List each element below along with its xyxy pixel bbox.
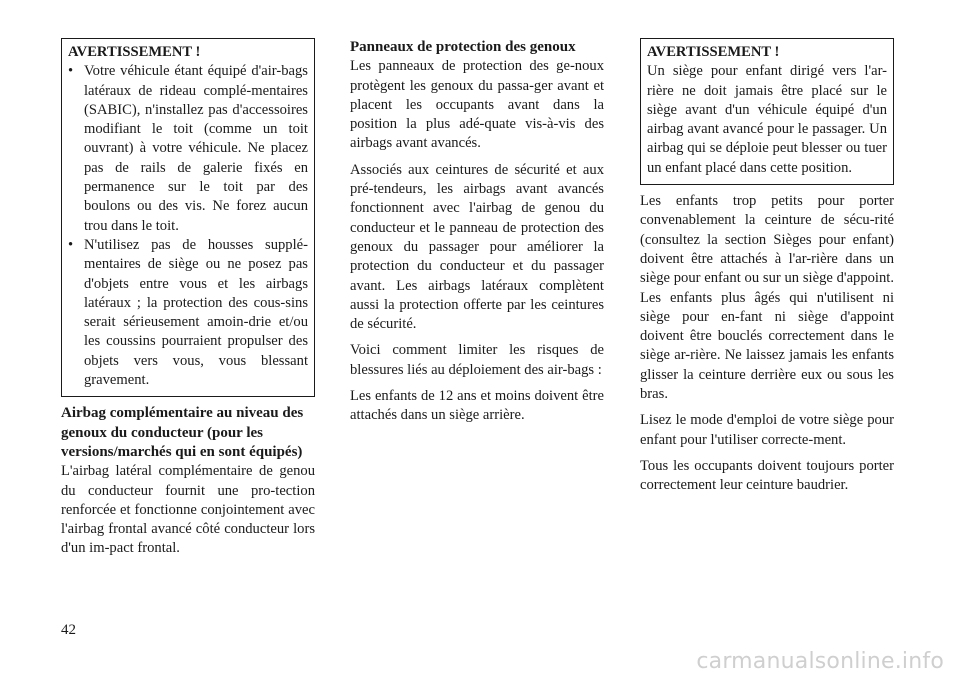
paragraph: L'airbag latéral complémentaire de genou du conducteur fournit une pro-tection renforcée et fonctionne conjointement avec l'airbag frontal avancé côté conducteur lors d'un im-pact frontal. [61, 463, 315, 557]
warning-title: AVERTISSEMENT ! [647, 44, 780, 60]
paragraph: Les enfants de 12 ans et moins doivent être attachés dans un siège arrière. [350, 388, 604, 424]
warning-bullet [68, 236, 308, 390]
warning-text: Un siège pour enfant dirigé vers l'ar-rière ne doit jamais être placé sur le siège avant d'un véhicule équipé d'un airbag avant avancé pour le passager. Un airbag qui se déploie peut blesser ou tuer un enfant placé dans cette position. [647, 63, 887, 176]
warning-box-seat-covers [61, 38, 315, 397]
section-heading-knee-bolsters: Panneaux de protection des genoux [350, 39, 576, 55]
paragraph: Tous les occupants doivent toujours porter correctement leur ceinture baudrier. [640, 457, 894, 494]
page-number: 42 [61, 622, 76, 638]
warning-bullet-text: Votre véhicule étant équipé d'air-bags latéraux de rideau complé-mentaires (SABIC), n'installez pas d'accessoires modifiant le toit (comme un toit ouvrant) à votre véhicule. Ne placez pas de rails de galerie fixés en permanence sur le toit par des boulons ou des vis. Ne forez aucun trou dans le toit. [84, 63, 308, 234]
bullet-icon: • [68, 236, 74, 253]
column-right [640, 38, 894, 496]
paragraph: Voici comment limiter les risques de blessures liés au déploiement des air-bags : [350, 342, 604, 378]
paragraph: Les panneaux de protection des ge-noux protègent les genoux du passa-ger avant et placent les occupants avant dans la position la plus adé-quate vis-à-vis des airbags avant avancés. [350, 58, 604, 152]
watermark: carmanualsonline.info [696, 649, 944, 674]
bullet-icon: • [68, 63, 74, 80]
warning-box-child-seat [640, 38, 894, 185]
column-middle [350, 38, 604, 426]
warning-title: AVERTISSEMENT ! [68, 44, 201, 60]
paragraph: Associés aux ceintures de sécurité et aux pré-tendeurs, les airbags avant avancés fonctionnent avec l'airbag de genou du conducteur et le panneau de protection des genoux du passager pour améliorer la protection du conducteur et du passager avant. Les airbags latéraux complètent aussi la protection offerte par les ceintures de sécurité. [350, 161, 604, 333]
warning-bullet-text: N'utilisez pas de housses supplé-mentaires de siège ou ne posez pas d'objets entre vous et les airbags latéraux ; la protection des cous-sins serait sérieusement amoin-drie et/ou les coussins pourraient propulser des objets vers vous, vous blessant gravement. [84, 236, 308, 389]
warning-bullet [68, 62, 308, 236]
column-left [61, 38, 315, 559]
paragraph: Les enfants trop petits pour porter convenablement la ceinture de sécu-rité (consultez la section Sièges pour enfant) doivent être attachés à l'ar-rière dans un siège pour enfant ou sur un siège d'appoint. Les enfants plus âgés qui n'utilisent ni siège pour en-fant ni siège d'appoint doivent être bouclés correctement dans le siège ar-rière. Ne laissez jamais les enfants glisser la ceinture derrière eux ou sous les bras. [640, 193, 894, 403]
paragraph: Lisez le mode d'emploi de votre siège pour enfant pour l'utiliser correcte-ment. [640, 412, 894, 448]
section-heading-knee-airbag: Airbag complémentaire au niveau des genoux du conducteur (pour les versions/marchés qui en sont équipés) [61, 405, 304, 460]
